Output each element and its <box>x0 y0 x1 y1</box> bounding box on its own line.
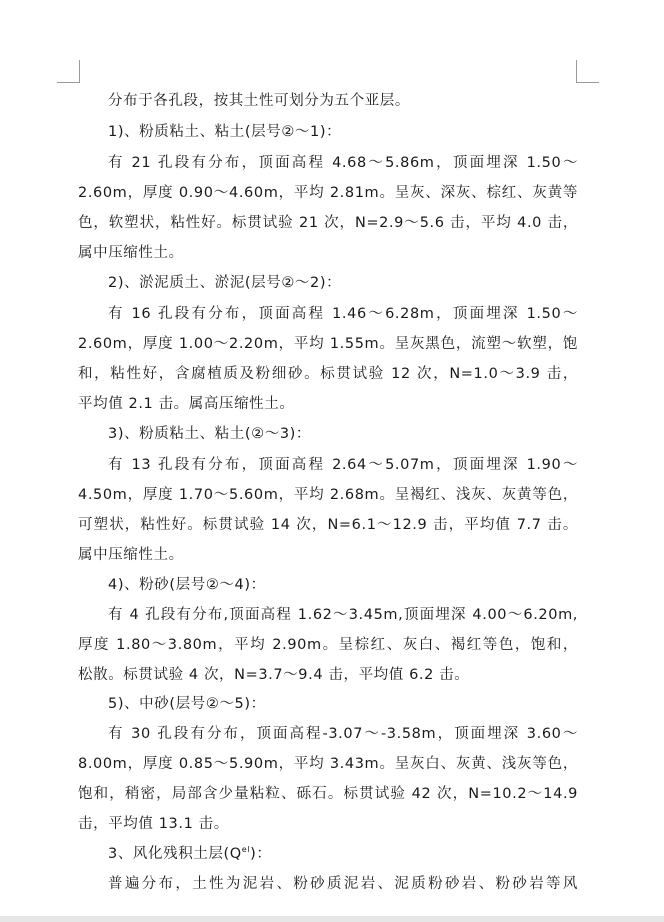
paragraph-line: 8.00m，厚度 0.85～5.90m，平均 3.43m。呈灰白、灰黄、浅灰等色， <box>78 756 578 772</box>
paragraph-line: 击，平均值 13.1 击。 <box>78 816 229 832</box>
paragraph-line: 有 16 孔段有分布，顶面高程 1.46～6.28m，顶面埋深 1.50～ <box>108 306 578 322</box>
page-corner-mark-top-left <box>57 60 80 83</box>
paragraph-line: 有 30 孔段有分布，顶面高程-3.07～-3.58m，顶面埋深 3.60～ <box>108 726 578 742</box>
section-heading-superscript: el <box>241 845 251 855</box>
subsection-heading-2: 2)、淤泥质土、淤泥(层号②～2)： <box>108 275 342 291</box>
subsection-heading-1: 1)、粉质粘土、粘土(层号②～1)： <box>108 124 342 140</box>
paragraph-line: 和，粘性好，含腐植质及粉细砂。标贯试验 12 次，N=1.0～3.9 击， <box>78 366 578 382</box>
subsection-heading-3: 3)、粉质粘土、粘土(②～3)： <box>108 426 312 442</box>
paragraph-line: 4.50m，厚度 1.70～5.60m，平均 2.68m。呈褐红、浅灰、灰黄等色， <box>78 487 578 503</box>
paragraph-line: 2.60m，厚度 1.00～2.20m，平均 1.55m。呈灰黑色，流塑～软塑，饱 <box>78 336 578 352</box>
page-bottom-edge <box>0 916 664 922</box>
section-heading-text: 3、风化残积土层(Q <box>108 846 242 862</box>
paragraph-line: 普遍分布，土性为泥岩、粉砂质泥岩、泥质粉砂岩、粉砂岩等风 <box>108 876 578 892</box>
paragraph-line: 饱和，稍密，局部含少量粘粒、砾石。标贯试验 42 次，N=10.2～14.9 <box>78 786 578 802</box>
paragraph-line: 分布于各孔段，按其土性可划分为五个亚层。 <box>108 93 410 109</box>
paragraph-line: 色，软塑状，粘性好。标贯试验 21 次，N=2.9～5.6 击，平均 4.0 击， <box>78 215 578 231</box>
paragraph-line: 厚度 1.80～3.80m，平均 2.90m。呈棕红、灰白、褐红等色，饱和， <box>78 637 578 653</box>
paragraph-line: 平均值 2.1 击。属高压缩性土。 <box>78 396 295 412</box>
paragraph-line: 有 4 孔段有分布,顶面高程 1.62～3.45m,顶面埋深 4.00～6.20m, <box>108 607 578 623</box>
paragraph-line: 可塑状，粘性好。标贯试验 14 次，N=6.1～12.9 击，平均值 7.7 击。 <box>78 517 578 533</box>
paragraph-line: 属中压缩性土。 <box>78 547 184 563</box>
paragraph-line: 有 21 孔段有分布，顶面高程 4.68～5.86m，顶面埋深 1.50～ <box>108 155 578 171</box>
subsection-heading-4: 4)、粉砂(层号②～4)： <box>108 577 266 593</box>
page-corner-mark-top-right <box>576 60 599 83</box>
paragraph-line: 2.60m，厚度 0.90～4.60m，平均 2.81m。呈灰、深灰、棕红、灰黄等 <box>78 185 578 201</box>
section-heading-suffix: )： <box>250 846 272 862</box>
subsection-heading-5: 5)、中砂(层号②～5)： <box>108 696 266 712</box>
paragraph-line: 有 13 孔段有分布，顶面高程 2.64～5.07m，顶面埋深 1.90～ <box>108 457 578 473</box>
paragraph-line: 属中压缩性土。 <box>78 245 184 261</box>
section-heading-3 <box>108 844 578 864</box>
paragraph-line: 松散。标贯试验 4 次，N=3.7～9.4 击，平均值 6.2 击。 <box>78 667 470 683</box>
